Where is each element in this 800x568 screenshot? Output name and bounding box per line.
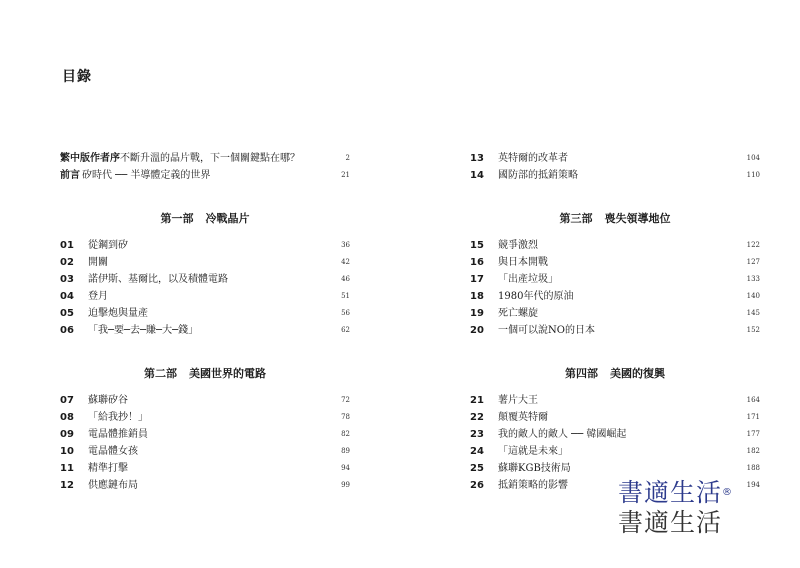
chapter-row[interactable] [60, 271, 350, 288]
part-name: 冷戰晶片 [205, 212, 250, 225]
chapter-row[interactable] [470, 150, 760, 167]
page-number: 82 [341, 430, 350, 438]
preface-title: 不斷升溫的晶片戰，下一個關鍵點在哪？ [120, 153, 300, 164]
chapter-number: 10 [60, 446, 74, 457]
page-number: 182 [746, 447, 760, 455]
page-number: 94 [341, 464, 350, 472]
chapter-row[interactable] [470, 288, 760, 305]
chapter-number: 24 [470, 446, 484, 457]
part-number: 第三部 [559, 212, 593, 225]
chapter-title: 薯片大王 [498, 395, 538, 406]
chapter-title: 迫擊炮與量產 [88, 308, 148, 319]
chapter-number: 25 [470, 463, 484, 474]
chapter-number: 03 [60, 274, 74, 285]
chapter-title: 開關 [88, 257, 108, 268]
preface-label: 繁中版作者序 [60, 153, 120, 164]
chapter-title: 「給我抄！」 [88, 412, 148, 423]
page-number: 21 [341, 171, 350, 179]
chapter-row[interactable] [470, 443, 760, 460]
watermark-line-blue [618, 478, 733, 508]
chapter-row[interactable] [470, 426, 760, 443]
page-number: 133 [746, 275, 760, 283]
chapter-row[interactable] [60, 288, 350, 305]
page-number: 56 [341, 309, 350, 317]
chapter-title: 競爭激烈 [498, 240, 538, 251]
registered-mark: ® [722, 487, 734, 498]
page-number: 110 [746, 171, 760, 179]
part-heading [60, 364, 350, 384]
chapter-title: 精準打擊 [88, 463, 128, 474]
chapter-row[interactable] [470, 409, 760, 426]
page-title: 目錄 [62, 69, 92, 85]
chapter-number: 26 [470, 480, 484, 491]
chapter-number: 02 [60, 257, 74, 268]
chapter-row[interactable] [470, 254, 760, 271]
chapter-title: 國防部的抵銷策略 [498, 170, 578, 181]
part-number: 第二部 [144, 367, 177, 380]
preface-title: 矽時代 ── 半導體定義的世界 [82, 170, 211, 181]
chapter-title: 英特爾的改革者 [498, 153, 568, 164]
page-number: 62 [341, 326, 350, 334]
page-number: 36 [341, 241, 350, 249]
toc-right-column [470, 150, 760, 494]
preface-row[interactable] [60, 150, 350, 167]
chapter-number: 07 [60, 395, 74, 406]
chapter-row[interactable] [60, 237, 350, 254]
preface-row[interactable] [60, 167, 350, 184]
chapter-number: 19 [470, 308, 484, 319]
chapter-number: 17 [470, 274, 484, 285]
chapter-number: 15 [470, 240, 484, 251]
watermark-logo [618, 478, 733, 538]
page-number: 145 [746, 309, 760, 317]
chapter-title: 蘇聯KGB技術局 [498, 463, 571, 474]
part-heading [60, 209, 350, 229]
page-number: 194 [746, 481, 760, 489]
chapter-number: 04 [60, 291, 74, 302]
chapter-title: 電晶體推銷員 [88, 429, 148, 440]
page-number: 72 [341, 396, 350, 404]
chapter-row[interactable] [470, 271, 760, 288]
page-number: 104 [746, 154, 760, 162]
chapter-row[interactable] [470, 305, 760, 322]
chapter-title: 一個可以說NO的日本 [498, 325, 595, 336]
page-number: 127 [746, 258, 760, 266]
chapter-row[interactable] [470, 392, 760, 409]
chapter-number: 23 [470, 429, 484, 440]
part-number: 第一部 [160, 212, 194, 225]
chapter-title: 電晶體女孩 [88, 446, 138, 457]
page-number: 188 [746, 464, 760, 472]
page-number: 42 [341, 258, 350, 266]
chapter-title: 死亡螺旋 [498, 308, 538, 319]
page-number: 89 [341, 447, 350, 455]
chapter-title: 與日本開戰 [498, 257, 548, 268]
chapter-row[interactable] [60, 443, 350, 460]
chapter-row[interactable] [60, 409, 350, 426]
chapter-number: 16 [470, 257, 484, 268]
chapter-row[interactable] [470, 237, 760, 254]
chapter-row[interactable] [60, 460, 350, 477]
page-number: 177 [746, 430, 760, 438]
chapter-title: 抵銷策略的影響 [498, 480, 568, 491]
watermark-text: 書適生活 [618, 478, 723, 507]
page-number: 99 [341, 481, 350, 489]
chapter-title: 「我─要─去─賺─大─錢」 [88, 325, 199, 336]
chapter-title: 「這就是未來」 [498, 446, 568, 457]
chapter-row[interactable] [60, 254, 350, 271]
chapter-number: 01 [60, 240, 74, 251]
toc-left-column [60, 150, 350, 494]
chapter-title: 顛覆英特爾 [498, 412, 548, 423]
chapter-number: 22 [470, 412, 484, 423]
chapter-title: 供應鏈布局 [88, 480, 138, 491]
chapter-number: 18 [470, 291, 484, 302]
part-name: 喪失領導地位 [604, 212, 671, 225]
chapter-title: 諾伊斯、基爾比，以及積體電路 [88, 274, 228, 285]
chapter-row[interactable] [60, 322, 350, 339]
chapter-row[interactable] [60, 305, 350, 322]
chapter-number: 20 [470, 325, 484, 336]
chapter-row[interactable] [470, 460, 760, 477]
chapter-title: 1980年代的原油 [498, 291, 574, 302]
chapter-number: 21 [470, 395, 484, 406]
chapter-number: 14 [470, 170, 484, 181]
chapter-title: 從鋼到矽 [88, 240, 128, 251]
watermark-line-gray: 書適生活 [618, 508, 723, 537]
chapter-number: 06 [60, 325, 74, 336]
chapter-number: 12 [60, 480, 74, 491]
chapter-row[interactable] [470, 167, 760, 184]
chapter-row[interactable] [60, 426, 350, 443]
page-number: 171 [746, 413, 760, 421]
chapter-number: 11 [60, 463, 74, 474]
chapter-number: 05 [60, 308, 74, 319]
page-number: 51 [341, 292, 350, 300]
part-heading [470, 364, 760, 384]
chapter-row[interactable] [60, 392, 350, 409]
page-number: 78 [341, 413, 350, 421]
chapter-title: 蘇聯矽谷 [88, 395, 128, 406]
part-heading [470, 209, 760, 229]
page-number: 152 [746, 326, 760, 334]
page-number: 46 [341, 275, 350, 283]
page-number: 140 [746, 292, 760, 300]
part-name: 美國世界的電路 [189, 367, 266, 380]
chapter-number: 13 [470, 153, 484, 164]
page-number: 2 [345, 154, 350, 162]
chapter-title: 「出產垃圾」 [498, 274, 558, 285]
chapter-row[interactable] [470, 322, 760, 339]
chapter-row[interactable] [60, 477, 350, 494]
part-name: 美國的復興 [610, 367, 665, 380]
part-number: 第四部 [565, 367, 598, 380]
chapter-title: 我的敵人的敵人 ── 韓國崛起 [498, 429, 627, 440]
page-number: 164 [746, 396, 760, 404]
chapter-title: 登月 [88, 291, 108, 302]
chapter-number: 09 [60, 429, 74, 440]
preface-label: 前言 [60, 170, 80, 181]
page-number: 122 [746, 241, 760, 249]
chapter-number: 08 [60, 412, 74, 423]
